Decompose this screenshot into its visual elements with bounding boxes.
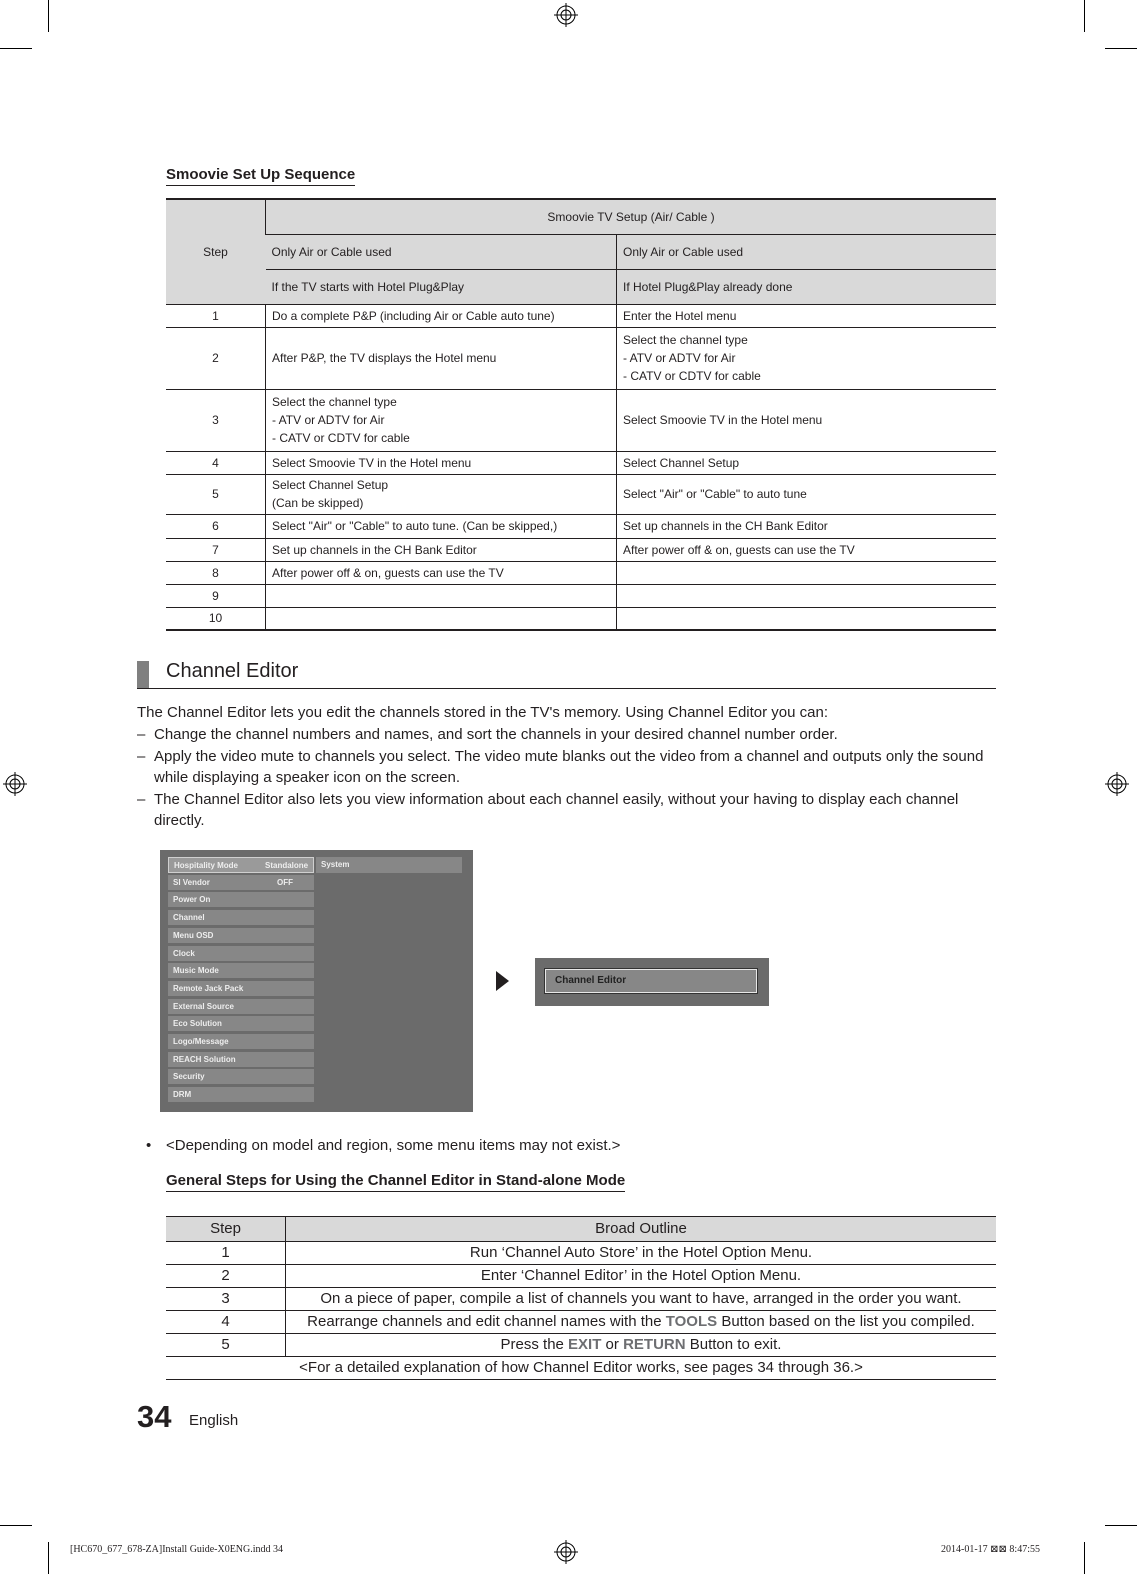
menu-item	[168, 999, 314, 1015]
model-note: <Depending on model and region, some menu items may not exist.>	[166, 1137, 621, 1154]
table-row	[166, 1242, 996, 1265]
hotel-menu-screenshot	[160, 850, 473, 1112]
list-item	[137, 789, 987, 831]
button-name: RETURN	[623, 1336, 686, 1353]
cell-line: Select Smoovie TV in the Hotel menu	[272, 455, 472, 470]
step-cell-b	[617, 304, 997, 327]
menu-item-label: DRM	[173, 1090, 192, 1100]
step-cell-b	[617, 514, 997, 538]
registration-mark-icon	[554, 1540, 578, 1564]
step-cell-b	[617, 389, 997, 451]
cell-line: - CATV or CDTV for cable	[272, 431, 410, 445]
cell-line: Select Channel Setup	[272, 478, 389, 492]
cell-line: - CATV or CDTV for cable	[623, 369, 761, 383]
menu-item	[168, 1034, 314, 1050]
step-cell-a	[266, 561, 617, 584]
outline-text: or	[601, 1336, 624, 1353]
cell-line: After P&P, the TV displays the Hotel menu	[272, 351, 497, 365]
table-row	[166, 1311, 996, 1334]
menu-item-label: SI Vendor	[173, 877, 210, 887]
slug-filename: [HC670_677_678-ZA]Install Guide-X0ENG.indd 34	[70, 1544, 284, 1555]
crop-mark	[1084, 1542, 1085, 1574]
page-number: 34	[137, 1399, 172, 1434]
menu-item	[168, 946, 314, 962]
crop-mark	[48, 1542, 49, 1574]
crop-mark	[1105, 48, 1137, 49]
arrow-right-icon	[496, 971, 509, 991]
dash-marker: –	[137, 748, 146, 765]
section-title: Channel Editor	[166, 660, 299, 682]
button-name: EXIT	[568, 1336, 602, 1353]
step-cell-a	[266, 538, 617, 561]
menu-item	[168, 1052, 314, 1068]
smoovie-body	[166, 304, 996, 630]
step-outline	[286, 1288, 997, 1311]
step-number: 3	[166, 1288, 286, 1311]
cell-line: (Can be skipped)	[272, 496, 364, 510]
cell-line: Select Channel Setup	[623, 455, 740, 470]
outline-text: Press the	[500, 1336, 569, 1353]
step-cell-a	[266, 607, 617, 630]
menu-item-label: Music Mode	[173, 966, 219, 976]
page-language: English	[189, 1412, 239, 1429]
menu-item	[168, 1087, 314, 1103]
menu-item-label: Channel	[173, 913, 205, 923]
button-name: TOOLS	[665, 1313, 718, 1330]
crop-mark	[1084, 0, 1085, 32]
menu-item-value: Standalone	[265, 861, 309, 870]
step-cell-b	[617, 327, 997, 389]
cell-line: - ATV or ADTV for Air	[272, 413, 385, 427]
menu-item-label: External Source	[173, 1001, 234, 1011]
step-outline	[286, 1311, 997, 1334]
step-cell-a	[266, 389, 617, 451]
cell-line: Select "Air" or "Cable" to auto tune	[623, 487, 807, 501]
dash-marker: –	[137, 791, 146, 808]
table-row	[166, 304, 996, 327]
smoovie-table	[166, 198, 996, 631]
table-row	[166, 561, 996, 584]
slug-timestamp: 2014-01-17 ⊠⊠ 8:47:55	[941, 1544, 1040, 1555]
step-cell-a	[266, 304, 617, 327]
outline-text: Run ‘Channel Auto Store’ in the Hotel Option Menu.	[469, 1244, 813, 1261]
step-column-header: Step	[166, 1217, 286, 1242]
step-cell-b	[617, 607, 997, 630]
crop-mark	[0, 48, 32, 49]
col-a-subheader: If the TV starts with Hotel Plug&Play	[266, 269, 617, 304]
step-number: 1	[166, 304, 266, 327]
step-cell-b	[617, 451, 997, 474]
menu-item-label: Power On	[173, 895, 211, 905]
table-row	[166, 1265, 996, 1288]
cell-line: - ATV or ADTV for Air	[623, 351, 736, 365]
table-row	[166, 451, 996, 474]
table-row	[166, 514, 996, 538]
cell-line: Select the channel type	[272, 395, 397, 409]
table-row	[166, 607, 996, 630]
section-rule	[137, 688, 996, 689]
outline-text: Button to exit.	[685, 1336, 782, 1353]
step-cell-b	[617, 561, 997, 584]
step-number: 5	[166, 1334, 286, 1357]
outline-text: Rearrange channels and edit channel names with the	[307, 1313, 666, 1330]
col-b-subheader: If Hotel Plug&Play already done	[617, 269, 997, 304]
menu-item-label: Clock	[173, 948, 195, 958]
step-cell-a	[266, 327, 617, 389]
step-outline	[286, 1242, 997, 1265]
menu-item-label: Remote Jack Pack	[173, 983, 244, 993]
setup-header: Smoovie TV Setup (Air/ Cable )	[266, 199, 997, 234]
system-menu-header: System	[316, 857, 462, 873]
list-item	[137, 724, 987, 745]
table-row	[166, 474, 996, 514]
step-cell-a	[266, 451, 617, 474]
registration-mark-icon	[554, 3, 578, 27]
section-marker	[137, 661, 149, 688]
outline-text: Enter ‘Channel Editor’ in the Hotel Option Menu.	[480, 1267, 802, 1284]
bullet-marker: •	[146, 1137, 152, 1154]
step-number: 4	[166, 451, 266, 474]
list-item-text: Change the channel numbers and names, and sort the channels in your desired channel number order.	[154, 726, 838, 743]
general-steps-table	[166, 1216, 996, 1380]
registration-mark-icon	[1105, 772, 1129, 796]
menu-item	[168, 928, 314, 944]
list-item-text: Apply the video mute to channels you select. The video mute blanks out the video from a channel and outputs only the sound while displaying a speaker icon on the screen.	[154, 748, 984, 786]
step-number: 4	[166, 1311, 286, 1334]
cell-line: Set up channels in the CH Bank Editor	[623, 519, 828, 533]
smoovie-heading: Smoovie Set Up Sequence	[166, 166, 355, 186]
step-number: 2	[166, 327, 266, 389]
table-row	[166, 1334, 996, 1357]
step-number: 8	[166, 561, 266, 584]
registration-mark-icon	[3, 772, 27, 796]
step-cell-a	[266, 514, 617, 538]
menu-item-label: Eco Solution	[173, 1019, 222, 1029]
menu-item-label: Security	[173, 1072, 205, 1082]
step-number: 3	[166, 389, 266, 451]
cell-line: After power off & on, guests can use the TV	[623, 542, 855, 557]
menu-item	[168, 1069, 314, 1085]
channel-editor-item: Channel Editor	[545, 969, 757, 993]
cell-line: After power off & on, guests can use the TV	[272, 565, 504, 580]
step-header: Step	[166, 199, 266, 304]
menu-item-label: REACH Solution	[173, 1054, 236, 1064]
step-cell-b	[617, 474, 997, 514]
table-row	[166, 584, 996, 607]
table-row	[166, 327, 996, 389]
steps-footer-note: <For a detailed explanation of how Channel Editor works, see pages 34 through 36.>	[166, 1357, 996, 1380]
menu-item	[168, 963, 314, 979]
step-cell-b	[617, 538, 997, 561]
list-item	[137, 746, 987, 788]
menu-item-value: OFF	[277, 877, 293, 887]
cell-line: Enter the Hotel menu	[623, 308, 737, 323]
table-row	[166, 1288, 996, 1311]
step-number: 9	[166, 584, 266, 607]
cell-line: Select the channel type	[623, 333, 748, 347]
outline-text: Button based on the list you compiled.	[717, 1313, 975, 1330]
crop-mark	[48, 0, 49, 32]
menu-item-label: Logo/Message	[173, 1037, 229, 1046]
step-number: 6	[166, 514, 266, 538]
step-cell-a	[266, 584, 617, 607]
menu-item	[168, 892, 314, 908]
crop-mark	[0, 1525, 32, 1526]
step-outline	[286, 1334, 997, 1357]
outline-text: On a piece of paper, compile a list of channels you want to have, arranged in the order you want.	[320, 1290, 962, 1307]
dash-marker: –	[137, 726, 146, 743]
menu-item	[168, 857, 314, 873]
menu-item	[168, 981, 314, 997]
cell-line: Select Smoovie TV in the Hotel menu	[623, 413, 823, 427]
list-item-text: The Channel Editor also lets you view information about each channel easily, without your having to display each channel directly.	[154, 791, 959, 829]
general-steps-heading: General Steps for Using the Channel Editor in Stand-alone Mode	[166, 1172, 625, 1192]
step-number: 7	[166, 538, 266, 561]
col-b-header: Only Air or Cable used	[617, 234, 997, 269]
outline-column-header: Broad Outline	[286, 1217, 997, 1242]
cell-line: Set up channels in the CH Bank Editor	[272, 542, 477, 557]
step-cell-a	[266, 474, 617, 514]
step-number: 5	[166, 474, 266, 514]
menu-item	[168, 875, 314, 891]
channel-editor-screenshot	[535, 958, 769, 1006]
menu-item-label: Menu OSD	[173, 930, 214, 940]
cell-line: Do a complete P&P (including Air or Cable auto tune)	[272, 308, 555, 323]
menu-item	[168, 1016, 314, 1032]
step-cell-b	[617, 584, 997, 607]
step-number: 1	[166, 1242, 286, 1265]
table-row	[166, 389, 996, 451]
col-a-header: Only Air or Cable used	[266, 234, 617, 269]
menu-item	[168, 910, 314, 926]
step-outline	[286, 1265, 997, 1288]
cell-line: Select "Air" or "Cable" to auto tune. (Can be skipped,)	[272, 519, 558, 533]
intro-text: The Channel Editor lets you edit the channels stored in the TV's memory. Using Channel Editor you can:	[137, 704, 829, 721]
step-number: 10	[166, 607, 266, 630]
menu-item-label: Hospitality Mode	[174, 861, 239, 870]
crop-mark	[1105, 1525, 1137, 1526]
step-number: 2	[166, 1265, 286, 1288]
steps-body	[166, 1242, 996, 1357]
table-row	[166, 538, 996, 561]
